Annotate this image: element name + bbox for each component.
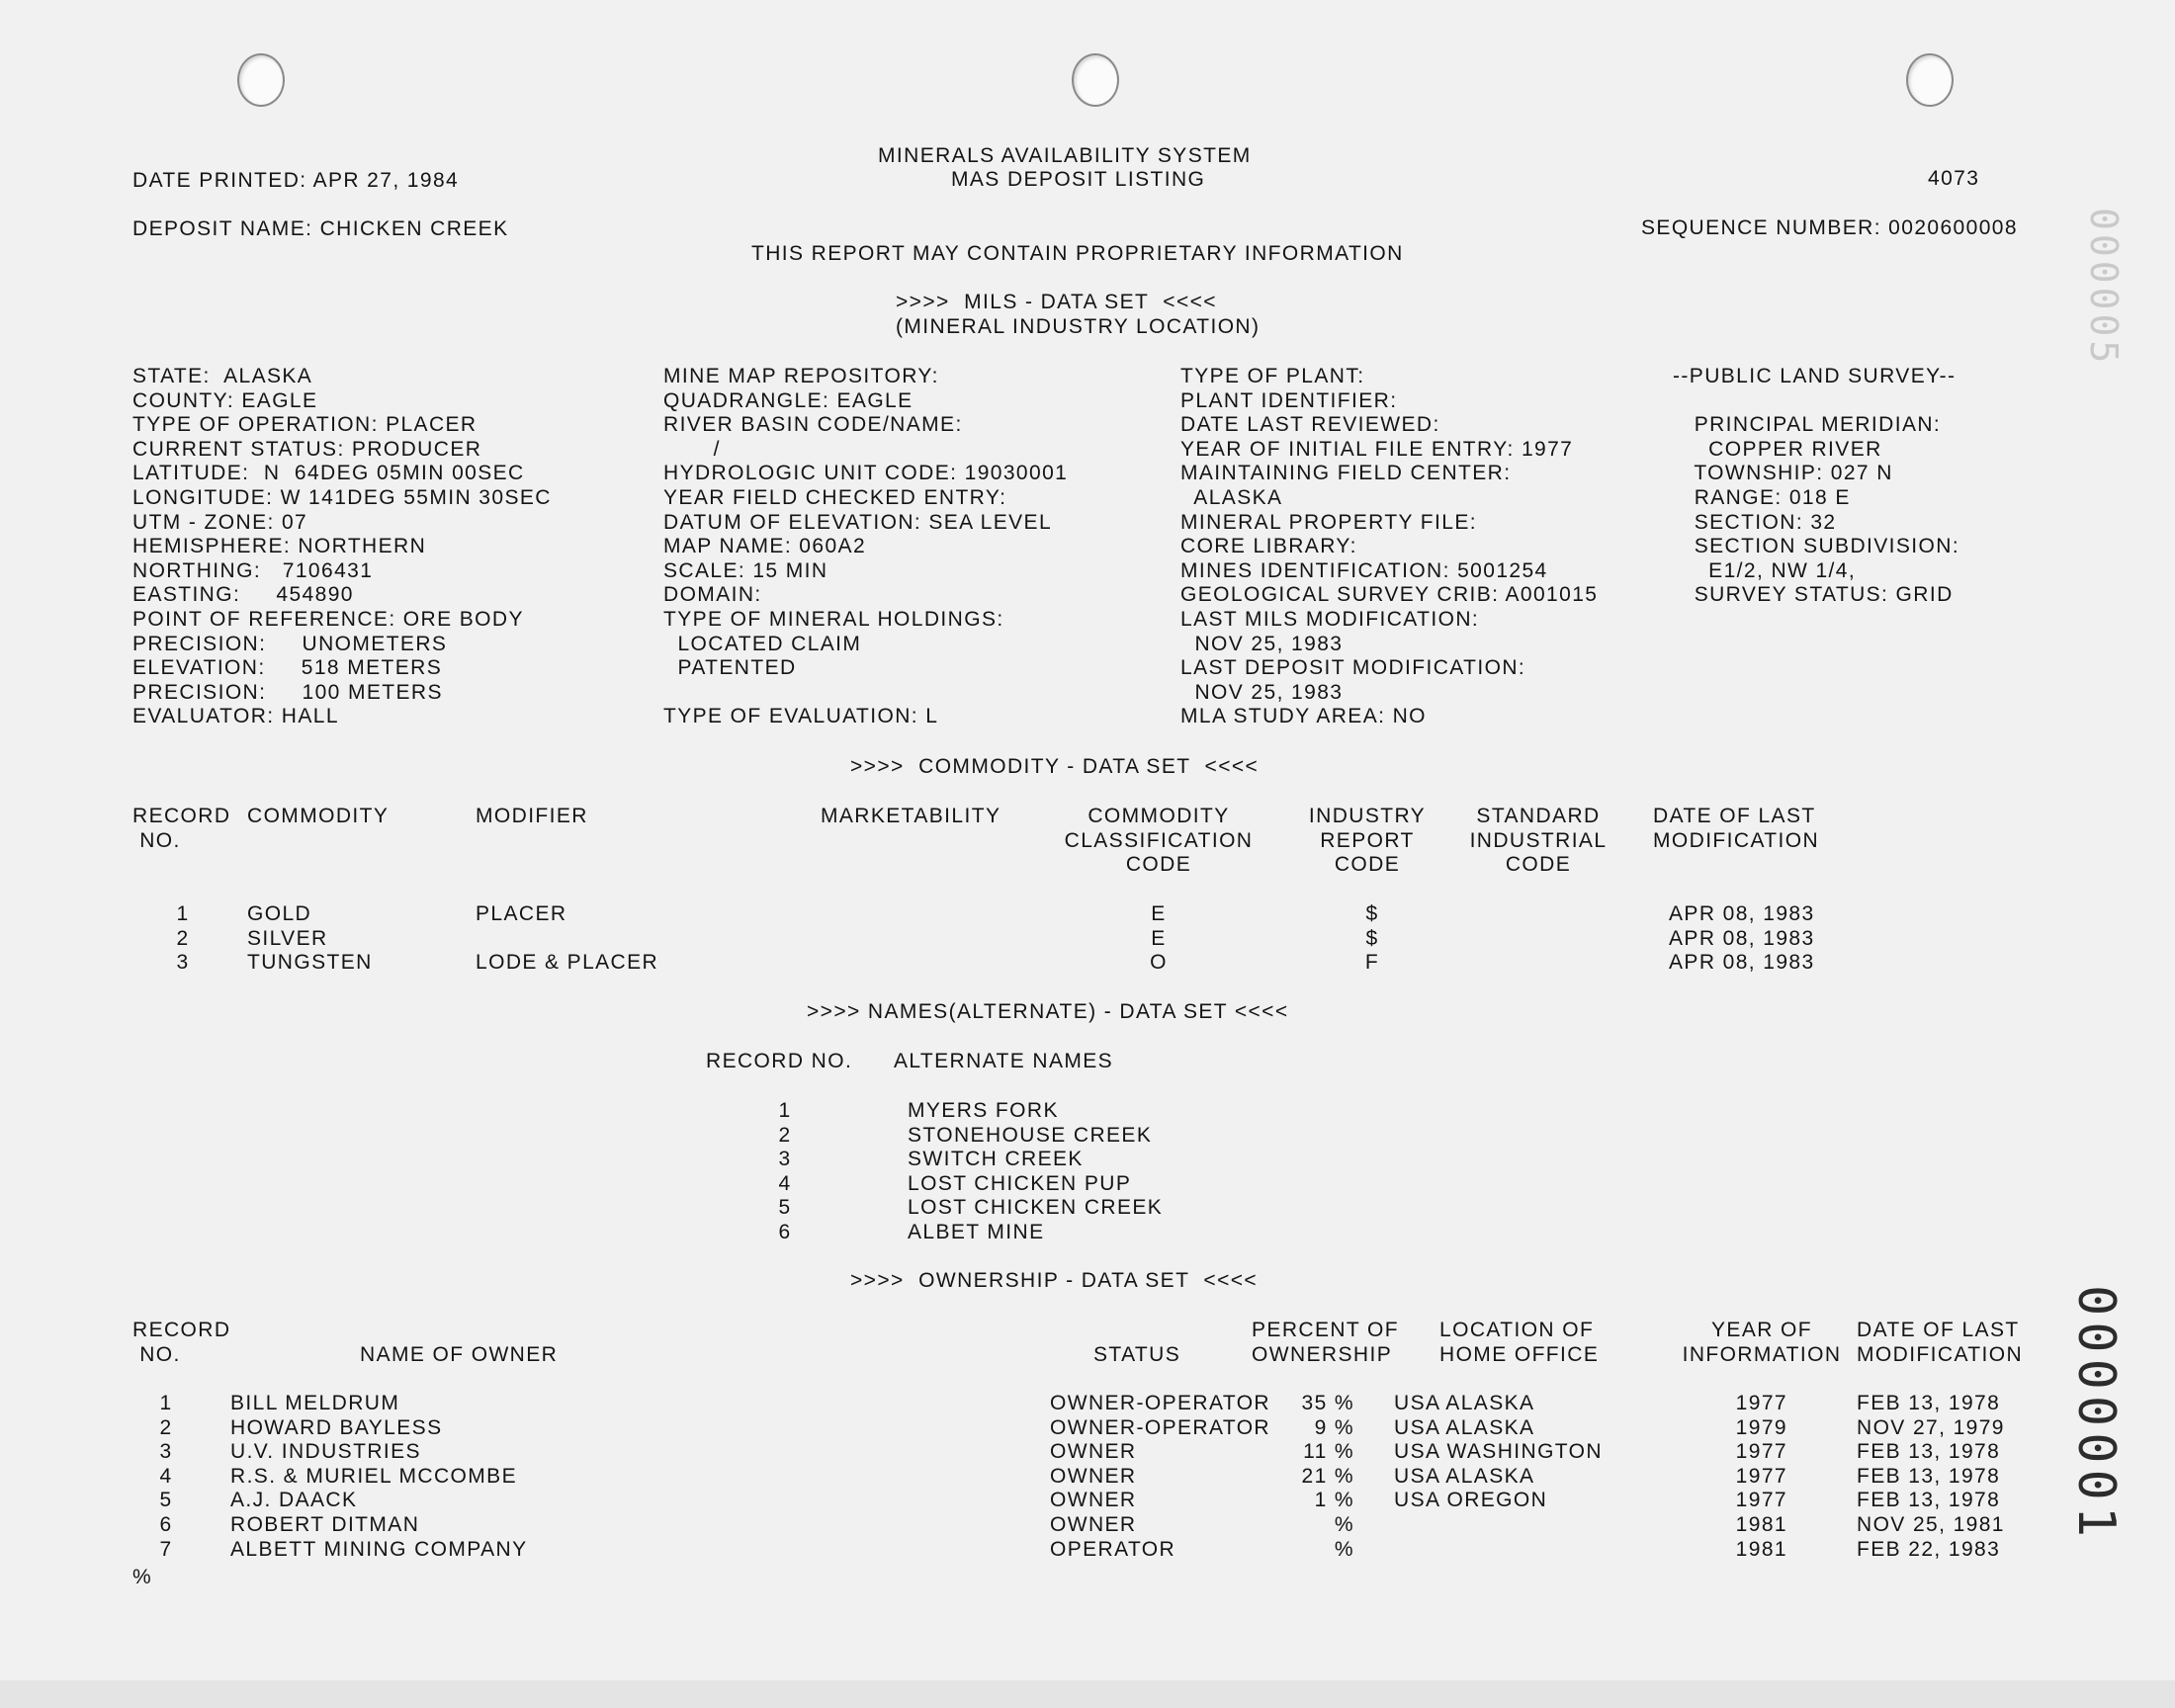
ownership-header-location: HOME OFFICE [1439, 1342, 1600, 1366]
ownership-row-status: OWNER-OPERATOR [1050, 1415, 1270, 1439]
ownership-row-date: FEB 13, 1978 [1857, 1489, 2001, 1512]
ownership-row-date: FEB 13, 1978 [1857, 1464, 2001, 1488]
ownership-row-location: USA ALASKA [1394, 1392, 1535, 1414]
commodity-header-record: NO. [132, 828, 181, 852]
commodity-row-commodity: TUNGSTEN [247, 951, 373, 975]
commodity-row-class-code: O [1150, 951, 1168, 975]
listing-title: MAS DEPOSIT LISTING [951, 168, 1206, 191]
ownership-row-status: OWNER [1050, 1489, 1137, 1512]
alternate-name: SWITCH CREEK [908, 1148, 1084, 1171]
commodity-row-modifier: PLACER [476, 902, 567, 925]
sequence-number: SEQUENCE NUMBER: 0020600008 [1641, 216, 2018, 239]
commodity-row-class-code: E [1151, 902, 1167, 925]
commodity-row-no: 3 [176, 951, 190, 975]
ownership-row-year: 1979 [1735, 1415, 1787, 1439]
commodity-header-industry: REPORT [1320, 828, 1415, 852]
mils-field-col2-13: PATENTED [663, 656, 797, 680]
ownership-row-name: U.V. INDUSTRIES [230, 1440, 421, 1464]
commodity-row-date: APR 08, 1983 [1669, 926, 1815, 950]
commodity-header-classification: CODE [1125, 853, 1192, 877]
mils-field-col4-7: SECTION: 32 [1673, 510, 1837, 534]
mils-field-col1-1: STATE: ALASKA [132, 365, 313, 387]
system-title: MINERALS AVAILABILITY SYSTEM [878, 144, 1252, 167]
mils-field-col1-6: LONGITUDE: W 141DEG 55MIN 30SEC [132, 486, 552, 509]
alternate-name-no: 3 [778, 1148, 792, 1171]
alternate-name: LOST CHICKEN CREEK [908, 1196, 1164, 1220]
ownership-row-status: OWNER-OPERATOR [1050, 1392, 1270, 1414]
names-section-title: >>>> NAMES(ALTERNATE) - DATA SET <<<< [807, 1000, 1289, 1023]
ownership-row-date: FEB 13, 1978 [1857, 1440, 2001, 1464]
commodity-header-industry: CODE [1334, 853, 1401, 877]
ownership-row-percent: 35 % [1301, 1392, 1354, 1414]
commodity-header-commodity: COMMODITY [247, 805, 390, 827]
mils-field-col4-5: TOWNSHIP: 027 N [1673, 462, 1893, 485]
alternate-name: MYERS FORK [908, 1099, 1059, 1122]
mils-field-col2-10: DOMAIN: [663, 583, 762, 607]
ownership-row-date: FEB 13, 1978 [1857, 1392, 2001, 1414]
mils-field-col2-2: QUADRANGLE: EAGLE [663, 388, 914, 412]
commodity-row-no: 2 [176, 926, 190, 950]
mils-field-col1-14: PRECISION: 100 METERS [132, 680, 443, 704]
mils-field-col3-3: DATE LAST REVIEWED: [1180, 413, 1440, 437]
ownership-header-percent: PERCENT OF [1252, 1319, 1399, 1341]
mils-field-col1-12: PRECISION: UNOMETERS [132, 632, 448, 655]
ownership-row-status: OWNER [1050, 1440, 1137, 1464]
commodity-header-date: MODIFICATION [1653, 828, 1820, 852]
commodity-row-date: APR 08, 1983 [1669, 902, 1815, 925]
ownership-row-percent: % [1334, 1513, 1354, 1536]
commodity-row-report-code: $ [1365, 926, 1379, 950]
commodity-header-date: DATE OF LAST [1653, 805, 1816, 827]
mils-field-col1-7: UTM - ZONE: 07 [132, 510, 308, 534]
commodity-row-no: 1 [176, 902, 190, 925]
commodity-header-sic: STANDARD [1476, 805, 1601, 827]
ownership-header-percent: OWNERSHIP [1252, 1342, 1393, 1366]
mils-field-col2-9: SCALE: 15 MIN [663, 558, 828, 582]
mils-field-col3-9: MINES IDENTIFICATION: 5001254 [1180, 558, 1548, 582]
alternate-name-no: 1 [778, 1099, 792, 1122]
ownership-row-no: 6 [159, 1513, 173, 1536]
mils-field-col2-5: HYDROLOGIC UNIT CODE: 19030001 [663, 462, 1069, 485]
ownership-row-year: 1977 [1735, 1392, 1787, 1414]
commodity-row-date: APR 08, 1983 [1669, 951, 1815, 975]
commodity-row-modifier: LODE & PLACER [476, 951, 659, 975]
ownership-row-no: 3 [159, 1440, 173, 1464]
mils-field-col3-8: CORE LIBRARY: [1180, 535, 1357, 558]
proprietary-notice: THIS REPORT MAY CONTAIN PROPRIETARY INFORMATION [751, 242, 1404, 265]
mils-field-col3-10: GEOLOGICAL SURVEY CRIB: A001015 [1180, 583, 1599, 607]
mils-field-col1-3: TYPE OF OPERATION: PLACER [132, 413, 478, 437]
mils-field-col4-6: RANGE: 018 E [1673, 486, 1851, 509]
mils-field-col3-15: MLA STUDY AREA: NO [1180, 705, 1427, 728]
ownership-row-percent: 21 % [1301, 1464, 1354, 1488]
mils-field-col3-14: NOV 25, 1983 [1180, 680, 1344, 704]
ownership-row-name: HOWARD BAYLESS [230, 1415, 443, 1439]
ownership-header-date: MODIFICATION [1857, 1342, 2024, 1366]
mils-field-col1-9: NORTHING: 7106431 [132, 558, 374, 582]
mils-field-col4-3: PRINCIPAL MERIDIAN: [1673, 413, 1942, 437]
ownership-header-year: INFORMATION [1682, 1342, 1842, 1366]
punch-hole-left [237, 53, 285, 107]
ownership-row-year: 1977 [1735, 1489, 1787, 1512]
mils-field-col1-8: HEMISPHERE: NORTHERN [132, 535, 427, 558]
ownership-row-status: OWNER [1050, 1513, 1137, 1536]
mils-field-col3-4: YEAR OF INITIAL FILE ENTRY: 1977 [1180, 437, 1574, 461]
mils-field-col2-7: DATUM OF ELEVATION: SEA LEVEL [663, 510, 1053, 534]
commodity-header-sic: INDUSTRIAL [1469, 828, 1608, 852]
mils-field-col3-11: LAST MILS MODIFICATION: [1180, 608, 1480, 631]
alternate-name-no: 4 [778, 1171, 792, 1195]
mils-field-col1-10: EASTING: 454890 [132, 583, 354, 607]
ownership-row-year: 1977 [1735, 1440, 1787, 1464]
mils-field-col1-2: COUNTY: EAGLE [132, 388, 318, 412]
ownership-row-date: NOV 27, 1979 [1857, 1415, 2005, 1439]
mils-field-col3-1: TYPE OF PLANT: [1180, 365, 1365, 387]
mils-field-col1-13: ELEVATION: 518 METERS [132, 656, 443, 680]
commodity-row-class-code: E [1151, 926, 1167, 950]
alternate-name-no: 6 [778, 1221, 792, 1243]
mils-field-col1-11: POINT OF REFERENCE: ORE BODY [132, 608, 524, 631]
ownership-row-no: 2 [159, 1415, 173, 1439]
ownership-row-location: USA ALASKA [1394, 1415, 1535, 1439]
mils-field-col3-6: ALASKA [1180, 486, 1283, 509]
commodity-section-title: >>>> COMMODITY - DATA SET <<<< [850, 755, 1260, 778]
mils-section-title: >>>> MILS - DATA SET <<<< [896, 291, 1217, 313]
mils-field-col4-8: SECTION SUBDIVISION: [1673, 535, 1960, 558]
ownership-trailer: % [132, 1566, 153, 1588]
mils-field-col2-15: TYPE OF EVALUATION: L [663, 705, 939, 728]
ownership-row-percent: 1 % [1314, 1489, 1354, 1512]
ownership-row-year: 1977 [1735, 1464, 1787, 1488]
ownership-row-location: USA WASHINGTON [1394, 1440, 1603, 1464]
ownership-section-title: >>>> OWNERSHIP - DATA SET <<<< [850, 1269, 1259, 1292]
commodity-row-commodity: GOLD [247, 902, 312, 925]
ownership-row-percent: 9 % [1314, 1415, 1354, 1439]
mils-field-col3-7: MINERAL PROPERTY FILE: [1180, 510, 1477, 534]
ownership-header-name: NAME OF OWNER [360, 1342, 559, 1366]
names-header-record: RECORD NO. [706, 1050, 853, 1072]
mils-section-subtitle: (MINERAL INDUSTRY LOCATION) [896, 315, 1261, 338]
punch-hole-center [1072, 53, 1119, 107]
ownership-row-status: OWNER [1050, 1464, 1137, 1488]
mils-field-col2-8: MAP NAME: 060A2 [663, 535, 867, 558]
ownership-row-name: ROBERT DITMAN [230, 1513, 420, 1536]
page-stamp-number: 0000001 [2066, 1285, 2126, 1544]
ownership-row-name: BILL MELDRUM [230, 1392, 400, 1414]
mils-field-col3-13: LAST DEPOSIT MODIFICATION: [1180, 656, 1526, 680]
mils-field-col3-2: PLANT IDENTIFIER: [1180, 388, 1398, 412]
page-number: 4073 [1928, 167, 1980, 190]
alternate-name: STONEHOUSE CREEK [908, 1123, 1153, 1147]
ownership-row-location: USA OREGON [1394, 1489, 1548, 1512]
mils-field-col1-5: LATITUDE: N 64DEG 05MIN 00SEC [132, 462, 525, 485]
commodity-header-modifier: MODIFIER [476, 805, 588, 827]
ownership-row-date: FEB 22, 1983 [1857, 1537, 2001, 1561]
alternate-name: LOST CHICKEN PUP [908, 1171, 1132, 1195]
ownership-row-name: R.S. & MURIEL MCCOMBE [230, 1464, 517, 1488]
ownership-row-location: USA ALASKA [1394, 1464, 1535, 1488]
ownership-row-percent: 11 % [1303, 1440, 1354, 1464]
mils-field-col3-5: MAINTAINING FIELD CENTER: [1180, 462, 1512, 485]
ownership-row-status: OPERATOR [1050, 1537, 1176, 1561]
mils-field-col4-4: COPPER RIVER [1673, 437, 1882, 461]
mils-field-col2-6: YEAR FIELD CHECKED ENTRY: [663, 486, 1007, 509]
ownership-row-name: ALBETT MINING COMPANY [230, 1537, 528, 1561]
ownership-header-date: DATE OF LAST [1857, 1319, 2020, 1341]
punch-hole-right [1906, 53, 1954, 107]
mils-field-col2-1: MINE MAP REPOSITORY: [663, 365, 939, 387]
commodity-row-commodity: SILVER [247, 926, 328, 950]
mils-field-col3-12: NOV 25, 1983 [1180, 632, 1344, 655]
mils-field-col4-1: --PUBLIC LAND SURVEY-- [1673, 365, 1957, 387]
mils-field-col4-10: SURVEY STATUS: GRID [1673, 583, 1954, 607]
mils-field-col2-11: TYPE OF MINERAL HOLDINGS: [663, 608, 1004, 631]
ownership-row-name: A.J. DAACK [230, 1489, 358, 1512]
commodity-header-industry: INDUSTRY [1308, 805, 1427, 827]
faded-stamp-number: 000005 [2082, 208, 2126, 368]
commodity-row-report-code: F [1364, 951, 1380, 975]
mils-field-col2-12: LOCATED CLAIM [663, 632, 862, 655]
commodity-row-report-code: $ [1365, 902, 1379, 925]
ownership-header-record: NO. [132, 1342, 181, 1366]
mils-field-col1-4: CURRENT STATUS: PRODUCER [132, 437, 482, 461]
ownership-header-location: LOCATION OF [1439, 1319, 1595, 1341]
paper-bottom-edge [0, 1680, 2175, 1708]
ownership-row-no: 7 [159, 1537, 173, 1561]
alternate-name: ALBET MINE [908, 1221, 1045, 1243]
alternate-name-no: 2 [778, 1123, 792, 1147]
mils-field-col2-4: / [663, 437, 721, 461]
names-header-names: ALTERNATE NAMES [894, 1050, 1114, 1072]
commodity-header-marketability: MARKETABILITY [821, 805, 1001, 827]
commodity-header-classification: CLASSIFICATION [1064, 828, 1254, 852]
ownership-row-percent: % [1334, 1537, 1354, 1561]
mils-field-col4-9: E1/2, NW 1/4, [1673, 558, 1857, 582]
ownership-row-year: 1981 [1735, 1537, 1787, 1561]
ownership-row-no: 4 [159, 1464, 173, 1488]
commodity-header-sic: CODE [1505, 853, 1572, 877]
ownership-header-year: YEAR OF [1711, 1319, 1812, 1341]
mils-field-col1-15: EVALUATOR: HALL [132, 705, 339, 728]
ownership-row-year: 1981 [1735, 1513, 1787, 1536]
ownership-header-status: STATUS [1093, 1342, 1181, 1366]
commodity-header-classification: COMMODITY [1088, 805, 1230, 827]
mils-field-col2-3: RIVER BASIN CODE/NAME: [663, 413, 963, 437]
alternate-name-no: 5 [778, 1196, 792, 1220]
ownership-row-no: 5 [159, 1489, 173, 1512]
deposit-name: DEPOSIT NAME: CHICKEN CREEK [132, 217, 509, 240]
ownership-row-date: NOV 25, 1981 [1857, 1513, 2005, 1536]
ownership-header-record: RECORD [132, 1319, 231, 1341]
ownership-row-no: 1 [159, 1392, 173, 1414]
commodity-header-record: RECORD [132, 805, 231, 827]
date-printed: DATE PRINTED: APR 27, 1984 [132, 169, 460, 192]
